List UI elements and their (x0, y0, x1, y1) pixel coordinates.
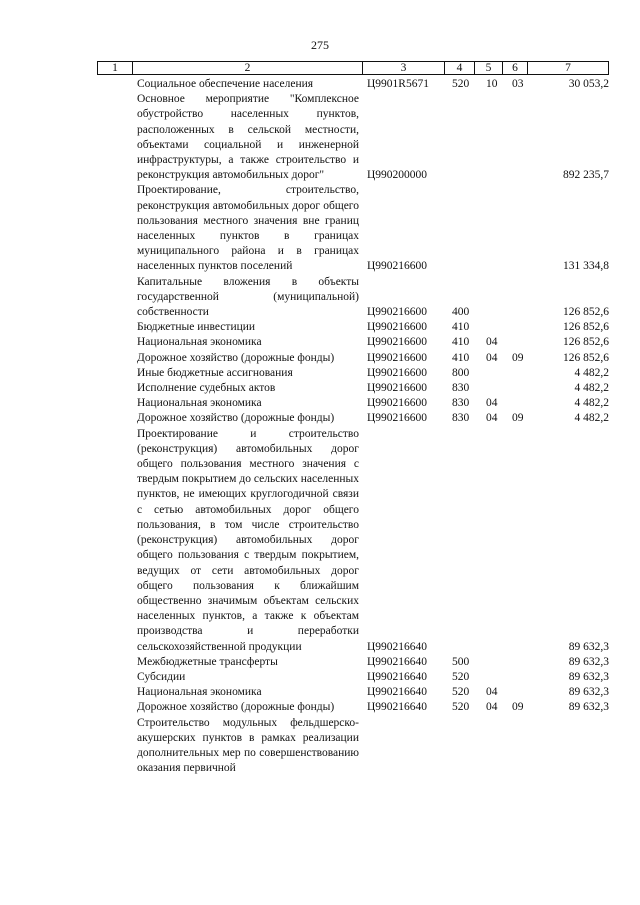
row-name: Исполнение судебных актов (137, 382, 276, 395)
row-amount: 89 632,3 (568, 670, 609, 683)
row-expense-type: 830 (452, 382, 470, 395)
row-section: 04 (486, 686, 498, 699)
row-expense-type: 500 (452, 655, 470, 668)
table-row (0, 411, 640, 426)
row-code: Ц990216600 (367, 260, 428, 273)
row-name: Национальная экономика (137, 336, 262, 349)
table-row (0, 366, 640, 381)
row-expense-type: 520 (452, 701, 470, 714)
row-expense-type: 410 (452, 336, 470, 349)
row-code: Ц990216600 (367, 382, 428, 395)
row-amount: 126 852,6 (563, 336, 609, 349)
row-name: Межбюджетные трансферты (137, 655, 278, 668)
row-section: 04 (486, 412, 498, 425)
row-subsection: 09 (512, 412, 524, 425)
row-name: Капитальные вложения в объекты государственной (муниципальной) собственности (137, 275, 359, 319)
row-name: Дорожное хозяйство (дорожные фонды) (137, 351, 335, 364)
table-row (0, 183, 640, 274)
row-expense-type: 800 (452, 366, 470, 379)
table-row (0, 655, 640, 670)
row-code: Ц990216600 (367, 412, 428, 425)
row-name: Субсидии (137, 670, 186, 683)
header-col-2: 2 (133, 62, 363, 74)
row-code: Ц990216600 (367, 351, 428, 364)
table-row (0, 275, 640, 321)
row-amount: 4 482,2 (574, 382, 609, 395)
row-subsection: 09 (512, 701, 524, 714)
table-row (0, 396, 640, 411)
row-amount: 4 482,2 (574, 366, 609, 379)
row-amount: 131 334,8 (563, 260, 609, 273)
row-section: 10 (486, 78, 498, 90)
row-amount: 89 632,3 (568, 640, 609, 653)
row-amount: 4 482,2 (574, 412, 609, 425)
row-section: 04 (486, 397, 498, 410)
table-row (0, 427, 640, 655)
row-expense-type: 830 (452, 412, 470, 425)
header-col-7: 7 (565, 62, 571, 74)
row-code: Ц990216600 (367, 366, 428, 379)
table-row (0, 320, 640, 335)
row-amount: 126 852,6 (563, 306, 609, 319)
row-section: 04 (486, 351, 498, 364)
table-row (0, 92, 640, 183)
row-expense-type: 520 (452, 686, 470, 699)
row-expense-type: 520 (452, 78, 470, 90)
row-name: Проектирование, строительство, реконструкция автомобильных дорог общего пользования местного значения вне границ населенных пунктов в границах муниципального района и в границах населенных пунктов поселений (137, 184, 359, 273)
header-col-4: 4 (445, 62, 475, 74)
row-subsection: 03 (512, 78, 524, 90)
row-name: Иные бюджетные ассигнования (137, 366, 293, 379)
row-amount: 126 852,6 (563, 351, 609, 364)
header-col-1: 1 (98, 62, 133, 74)
header-col-6: 6 (503, 62, 528, 74)
page-number: 275 (311, 38, 329, 52)
table-header-row (97, 61, 609, 75)
row-code: Ц990216640 (367, 670, 428, 683)
row-name: Национальная экономика (137, 397, 262, 410)
row-name: Основное мероприятие "Комплексное обустройство населенных пунктов, расположенных в сельской местности, объектами социальной и инженерной инфраструктуры, а также строительство и реконструкция автомобильных дорог" (137, 93, 359, 182)
row-expense-type: 400 (452, 306, 470, 319)
row-section: 04 (486, 701, 498, 714)
row-amount: 89 632,3 (568, 655, 609, 668)
row-code: Ц990216600 (367, 336, 428, 349)
row-amount: 89 632,3 (568, 701, 609, 714)
row-section: 04 (486, 336, 498, 349)
table-row (0, 716, 640, 777)
row-name: Бюджетные инвестиции (137, 321, 256, 334)
row-name: Дорожное хозяйство (дорожные фонды) (137, 412, 335, 425)
row-amount: 30 053,2 (568, 78, 609, 90)
row-amount: 126 852,6 (563, 321, 609, 334)
row-amount: 892 235,7 (563, 169, 609, 182)
row-code: Ц990216600 (367, 321, 428, 334)
header-col-5: 5 (475, 62, 503, 74)
row-code: Ц990216600 (367, 306, 428, 319)
row-code: Ц990200000 (367, 169, 428, 182)
table-row (0, 351, 640, 366)
row-expense-type: 830 (452, 397, 470, 410)
row-expense-type: 520 (452, 670, 470, 683)
row-amount: 89 632,3 (568, 686, 609, 699)
table-row (0, 335, 640, 350)
row-expense-type: 410 (452, 321, 470, 334)
header-col-3: 3 (363, 62, 445, 74)
row-name: Социальное обеспечение населения (137, 78, 314, 90)
row-name: Национальная экономика (137, 686, 262, 699)
row-name: Дорожное хозяйство (дорожные фонды) (137, 701, 335, 714)
table-body (0, 77, 640, 776)
row-code: Ц990216640 (367, 655, 428, 668)
table-row (0, 685, 640, 700)
table-row (0, 77, 640, 92)
table-row (0, 381, 640, 396)
row-code: Ц990216640 (367, 701, 428, 714)
row-subsection: 09 (512, 351, 524, 364)
row-code: Ц990216640 (367, 686, 428, 699)
table-row (0, 700, 640, 715)
row-code: Ц990216640 (367, 640, 428, 653)
row-amount: 4 482,2 (574, 397, 609, 410)
row-code: Ц990216600 (367, 397, 428, 410)
row-name: Проектирование и строительство (реконструкция) автомобильных дорог общего пользования местного значения с твердым покрытием до сельских населенных пунктов, не имеющих круглогодичной связи с сетью автомобильных дорог общего пользования, в том числе строительство (реконструкция) автомобильных дорог общего пользования с твердым покрытием, ведущих от сети автомобильных дорог общего пользования к ближайшим общественно значимым объектам сельских населенных пунктов, а также к объектам производства и переработки сельскохозяйственной продукции (137, 427, 359, 653)
row-name: Строительство модульных фельдшерско-акушерских пунктов в рамках реализации дополнительных мер по совершенствованию оказания первичной (137, 716, 359, 775)
row-code: Ц9901R5671 (367, 78, 429, 90)
table-row (0, 670, 640, 685)
row-expense-type: 410 (452, 351, 470, 364)
